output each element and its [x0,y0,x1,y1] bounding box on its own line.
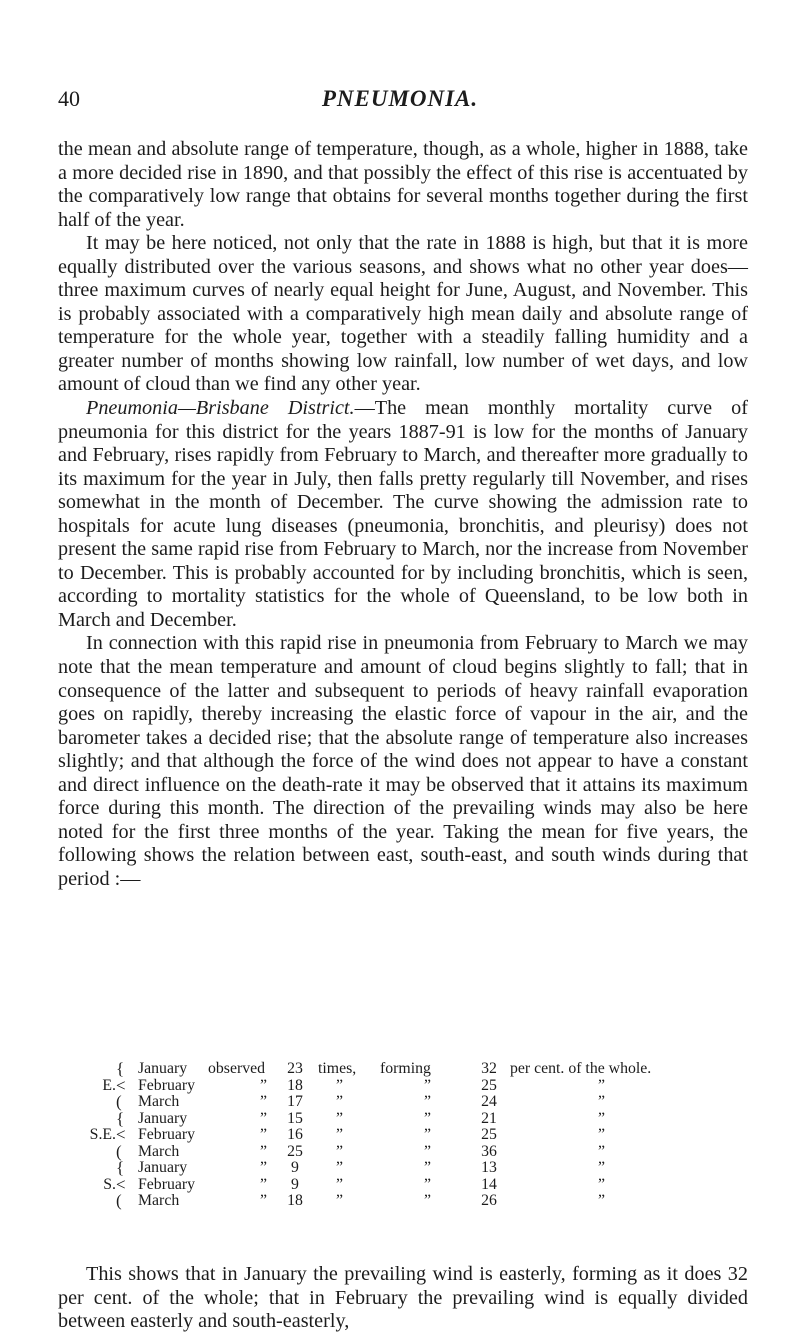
month-cell: January [138,1159,188,1176]
brace: ( [116,1191,122,1210]
ditto-mark: ” [598,1192,606,1209]
table-row [58,1094,758,1111]
times-cell: 9 [291,1175,299,1193]
percent-cell: 25 [481,1126,497,1143]
closing-paragraph: This shows that in January the prevailing wind is easterly, forming as it does 32 per cent. of the whole; that in February the prevailing wind is equally divided between easterly and south-easterly, [58,1263,748,1333]
brace: ( [116,1141,122,1161]
times-cell: 9 [291,1159,299,1176]
ditto-mark: ” [336,1159,344,1176]
ditto-mark: ” [424,1159,432,1176]
ditto-mark: ” [598,1142,606,1160]
ditto-mark: ” [336,1142,344,1160]
per-cent-label: per cent. of the whole. [510,1060,652,1077]
month-cell: March [138,1192,180,1209]
times-cell: 16 [287,1126,303,1143]
wind-table [58,1061,758,1210]
ditto-mark: ” [336,1126,344,1143]
month-cell: February [138,1126,196,1143]
percent-cell: 21 [481,1109,497,1127]
month-cell: February [138,1175,196,1193]
table-row [58,1075,758,1095]
percent-cell: 13 [481,1159,497,1176]
page-header [0,86,800,116]
table-row [58,1160,758,1177]
ditto-mark: ” [424,1126,432,1143]
ditto-mark: ” [424,1076,432,1094]
ditto-mark: ” [260,1126,268,1143]
ditto-mark: ” [598,1126,606,1143]
ditto-mark: ” [598,1175,606,1193]
percent-cell: 32 [481,1060,497,1077]
region-label: S.E. [89,1126,116,1143]
brace: < [116,1125,126,1144]
ditto-mark: ” [336,1175,344,1193]
ditto-mark: ” [598,1093,606,1110]
brace: { [116,1108,125,1128]
forming-label: forming [380,1060,431,1077]
ditto-mark: ” [336,1093,344,1110]
percent-cell: 14 [481,1175,497,1193]
body-text [58,138,748,892]
ditto-mark: ” [424,1192,432,1209]
month-cell: January [138,1060,188,1077]
table-row [58,1127,758,1144]
section-lead: Pneumonia—Brisbane District. [86,397,355,420]
page-number: 40 [58,86,80,111]
ditto-mark: ” [598,1159,606,1176]
percent-cell: 24 [481,1093,497,1110]
ditto-mark: ” [260,1142,268,1160]
times-cell: 17 [287,1093,303,1110]
ditto-mark: ” [260,1159,268,1176]
paragraph-1: the mean and absolute range of temperature, though, as a whole, higher in 1888, take a more decided rise in 1890, and that possibly the effect of this rise is accentuated by the comparatively low range that obtains for several months together during the first half of the year. [58,138,748,231]
ditto-mark: ” [260,1109,268,1127]
ditto-mark: ” [424,1142,432,1160]
times-cell: 18 [287,1076,303,1094]
ditto-mark: ” [424,1175,432,1193]
table-row [58,1061,758,1078]
times-label: times, [318,1060,357,1077]
times-cell: 23 [287,1060,303,1077]
paragraph-3-text: The mean monthly mortality curve of pneumonia for this district for the years 1887-91 is low for the months of January and February, rises rapidly from February to March, and thereafter more gradually to its maximum for the year in July, then falls pretty regularly till November, and rises somewhat in the month of December. The curve showing the admission rate to hospitals for acute lung diseases (pneumonia, bronchitis, and pleurisy) does not present the same rapid rise from February to March, nor the increase from November to December. This is probably accounted for by including bronchitis, which is seen, according to mortality statistics for the whole of Queensland, to be low both in March and December. [58,397,748,631]
paragraph-2: It may be here noticed, not only that the rate in 1888 is high, but that it is more equally distributed over the various seasons, and shows what no other year does—three maximum curves of nearly equal height for June, August, and November. This is probably associated with a comparatively high mean daily and absolute range of temperature for the whole year, together with a steadily falling humidity and a greater number of months showing low rainfall, low number of wet days, and low amount of cloud than we find any other year. [58,232,748,396]
percent-cell: 26 [481,1192,497,1209]
observed-label: observed [208,1060,266,1077]
month-cell: January [138,1109,188,1127]
region-label: S. [103,1175,116,1193]
closing-text [58,1263,748,1334]
month-cell: March [138,1142,180,1160]
brace: { [116,1158,125,1177]
times-cell: 15 [287,1109,303,1127]
ditto-mark: ” [260,1093,268,1110]
ditto-mark: ” [598,1109,606,1127]
table-row [58,1108,758,1128]
month-cell: March [138,1093,180,1110]
times-cell: 18 [287,1192,303,1209]
ditto-mark: ” [424,1093,432,1110]
table-row [58,1193,758,1210]
ditto-mark: ” [260,1175,268,1193]
ditto-mark: ” [336,1076,344,1094]
ditto-mark: ” [260,1076,268,1094]
brace: { [116,1059,125,1078]
ditto-mark: ” [336,1109,344,1127]
table-row [58,1141,758,1161]
running-title: PNEUMONIA. [321,86,479,111]
paragraph-3: Pneumonia—Brisbane District.—The mean monthly mortality curve of pneumonia for this district for the years 1887-91 is low for the months of January and February, rises rapidly from February to March, and thereafter more gradually to its maximum for the year in July, then falls pretty regularly till November, and rises somewhat in the month of December. The curve showing the admission rate to hospitals for acute lung diseases (pneumonia, bronchitis, and pleurisy) does not present the same rapid rise from February to March, nor the increase from November to December. This is probably accounted for by including bronchitis, which is seen, according to mortality statistics for the whole of Queensland, to be low both in March and December. [58,397,748,631]
ditto-mark: ” [336,1192,344,1209]
table-row [58,1174,758,1194]
region-label: E. [102,1076,116,1094]
paragraph-4: In connection with this rapid rise in pneumonia from February to March we may note that the mean temperature and amount of cloud begins slightly to fall; that in consequence of the latter and subsequent to periods of heavy rainfall evaporation goes on rapidly, thereby increasing the elastic force of vapour in the air, and the barometer takes a decided rise; that the absolute range of temperature also increases slightly; and that although the force of the wind does not appear to have a constant and direct influence on the death-rate it may be observed that it attains its maximum force during this month. The direction of the prevailing winds may also be here noted for the first three months of the year. Taking the mean for five years, the following shows the relation between east, south-east, and south winds during that period :— [58,632,748,890]
brace: ( [116,1092,122,1111]
ditto-mark: ” [424,1109,432,1127]
percent-cell: 25 [481,1076,497,1094]
brace: < [116,1174,126,1194]
times-cell: 25 [287,1142,303,1160]
ditto-mark: ” [598,1076,606,1094]
percent-cell: 36 [481,1142,497,1160]
ditto-mark: ” [260,1192,268,1209]
brace: < [116,1075,126,1095]
month-cell: February [138,1076,196,1094]
